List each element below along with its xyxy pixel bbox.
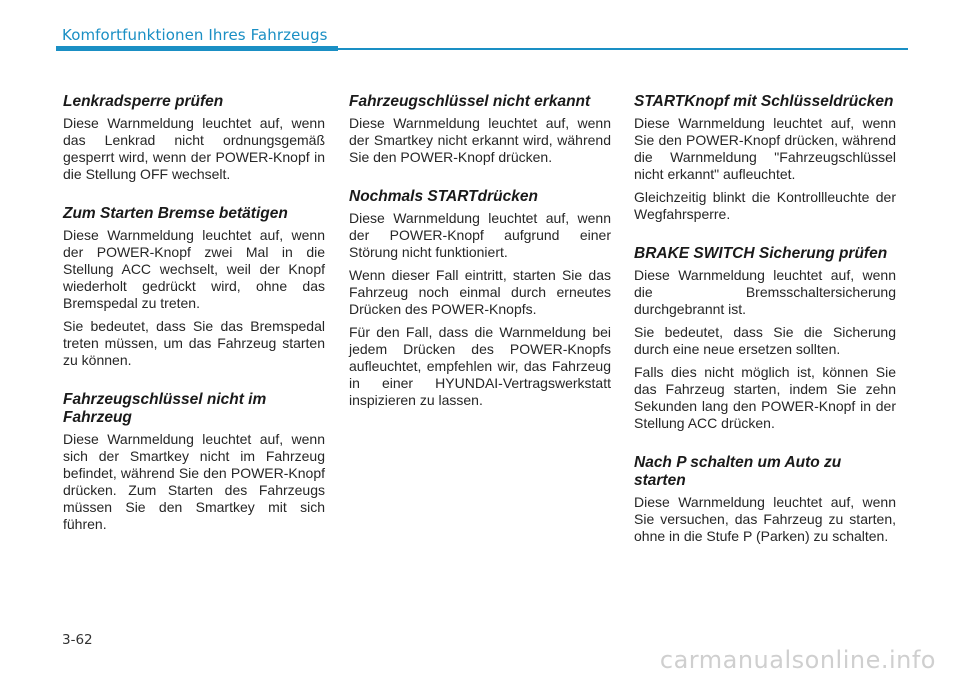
- paragraph: Für den Fall, dass die Warnmeldung bei jedem Drücken des POWER-Knopfs aufleuchtet, empfehlen wir, das Fahrzeug in einer HYUNDAI-Vertragswerkstatt inspizieren zu lassen.: [349, 324, 611, 408]
- page-header-title: Komfortfunktionen Ihres Fahrzeugs: [62, 26, 328, 44]
- paragraph: Diese Warnmeldung leuchtet auf, wenn der POWER-Knopf zwei Mal in die Stellung ACC wechselt, weil der Knopf wiederholt gedrückt wird, ohne das Bremspedal zu treten.: [63, 227, 325, 311]
- paragraph: Gleichzeitig blinkt die Kontrollleuchte der Wegfahrsperre.: [634, 189, 896, 222]
- header-rule-thick: [56, 46, 338, 51]
- section-press-brake: [63, 205, 325, 369]
- watermark: carmanualsonline.info: [659, 646, 936, 674]
- paragraph: Diese Warnmeldung leuchtet auf, wenn die Bremsschaltersicherung durchgebrannt ist.: [634, 267, 896, 317]
- paragraph: Diese Warnmeldung leuchtet auf, wenn das Lenkrad nicht ordnungsgemäß gesperrt wird, wenn der POWER-Knopf in die Stellung OFF wechselt.: [63, 115, 325, 182]
- section-shift-to-p: [634, 454, 896, 545]
- section-title: Lenkradsperre prüfen: [63, 93, 224, 110]
- section-title: BRAKE SWITCH Sicherung prüfen: [634, 245, 888, 262]
- section-key-not-detected: [349, 93, 611, 166]
- paragraph: Diese Warnmeldung leuchtet auf, wenn der POWER-Knopf aufgrund einer Störung nicht funktioniert.: [349, 210, 611, 260]
- column-3: [634, 93, 896, 567]
- page-number: 3-62: [62, 632, 93, 648]
- section-steering-lock: [63, 93, 325, 183]
- column-2: [349, 93, 611, 431]
- paragraph: Diese Warnmeldung leuchtet auf, wenn Sie den POWER-Knopf drücken, während die Warnmeldung "Fahrzeugschlüssel nicht erkannt" aufleuchtet.: [634, 115, 896, 182]
- paragraph: Diese Warnmeldung leuchtet auf, wenn sich der Smartkey nicht im Fahrzeug befindet, während Sie den POWER-Knopf drücken. Zum Starten des Fahrzeugs müssen Sie den Smartkey mit sich führen.: [63, 431, 325, 532]
- paragraph: Wenn dieser Fall eintritt, starten Sie das Fahrzeug noch einmal durch erneutes Drücken des POWER-Knopfs.: [349, 267, 611, 317]
- section-title: Nach P schalten um Auto zu starten: [634, 454, 842, 489]
- section-title: Fahrzeugschlüssel nicht erkannt: [349, 93, 591, 110]
- section-title: Zum Starten Bremse betätigen: [63, 205, 288, 222]
- section-key-not-in-vehicle: [63, 391, 325, 533]
- column-1: [63, 93, 325, 555]
- section-title: STARTKnopf mit Schlüsseldrücken: [634, 93, 894, 110]
- section-title: Fahrzeugschlüssel nicht im Fahrzeug: [63, 391, 267, 426]
- section-start-with-key: [634, 93, 896, 223]
- section-brake-switch-fuse: [634, 245, 896, 432]
- section-title: Nochmals STARTdrücken: [349, 188, 538, 205]
- paragraph: Sie bedeutet, dass Sie das Bremspedal treten müssen, um das Fahrzeug starten zu können.: [63, 318, 325, 368]
- header-rule-thin: [338, 48, 908, 50]
- paragraph: Sie bedeutet, dass Sie die Sicherung durch eine neue ersetzen sollten.: [634, 324, 896, 357]
- paragraph: Falls dies nicht möglich ist, können Sie das Fahrzeug starten, indem Sie zehn Sekunden lang den POWER-Knopf in der Stellung ACC drücken.: [634, 364, 896, 431]
- paragraph: Diese Warnmeldung leuchtet auf, wenn der Smartkey nicht erkannt wird, während Sie den POWER-Knopf drücken.: [349, 115, 611, 165]
- paragraph: Diese Warnmeldung leuchtet auf, wenn Sie versuchen, das Fahrzeug zu starten, ohne in die Stufe P (Parken) zu schalten.: [634, 494, 896, 544]
- section-press-start-again: [349, 188, 611, 409]
